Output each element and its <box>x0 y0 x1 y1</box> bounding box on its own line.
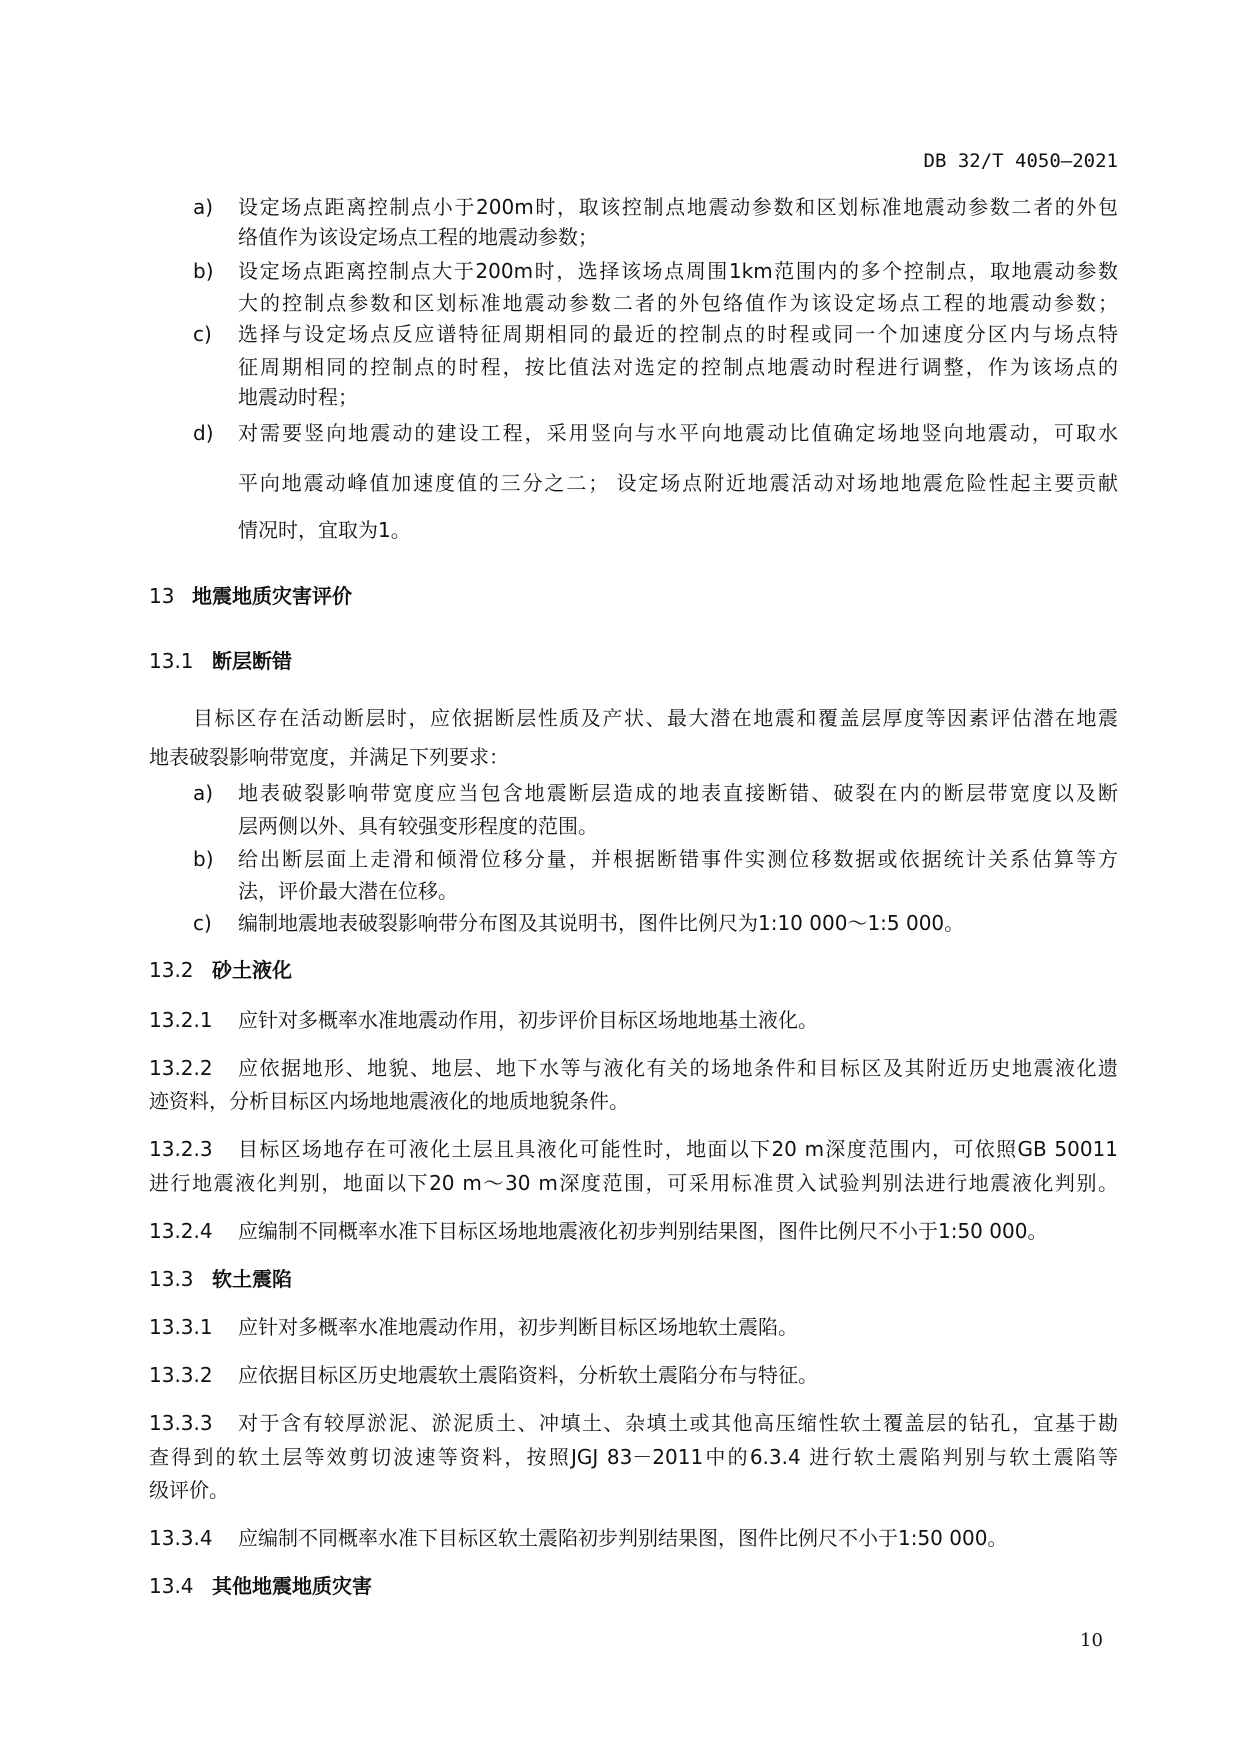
clause-number: 13.2.2 <box>149 1056 213 1080</box>
clause-number: 13.3.3 <box>149 1411 213 1435</box>
clause-number: 13.2.1 <box>149 1008 213 1032</box>
clause-line: 目标区场地存在可液化土层且具液化可能性时，地面以下20 m深度范围内，可依照GB 50011 <box>238 1137 1118 1161</box>
clause-number: 13.2.3 <box>149 1137 213 1161</box>
list-label: b) <box>193 259 214 283</box>
clause-line: 查得到的软土层等效剪切波速等资料，按照JGJ 83－2011中的6.3.4 进行软土震陷判别与软土震陷等 <box>149 1445 1118 1469</box>
list-label: c) <box>193 911 212 935</box>
section-title: 断层断错 <box>212 649 292 673</box>
list-line: 设定场点距离控制点小于200m时，取该控制点地震动参数和区划标准地震动参数二者的外包 <box>238 195 1118 219</box>
clause-number: 13.3.4 <box>149 1526 213 1550</box>
section-title: 地震地质灾害评价 <box>192 584 352 608</box>
section-title: 其他地震地质灾害 <box>212 1574 372 1598</box>
list-line: 设定场点距离控制点大于200m时，选择该场点周围1km范围内的多个控制点，取地震动参数 <box>238 259 1118 283</box>
clause-line: 迹资料，分析目标区内场地地震液化的地质地貌条件。 <box>149 1089 629 1113</box>
list-line: 对需要竖向地震动的建设工程，采用竖向与水平向地震动比值确定场地竖向地震动，可取水 <box>238 421 1118 445</box>
list-label: a) <box>193 195 214 219</box>
clause-line: 级评价。 <box>149 1478 229 1502</box>
list-line: 层两侧以外、具有较强变形程度的范围。 <box>238 814 598 838</box>
clause-line: 进行地震液化判别，地面以下20 m～30 m深度范围，可采用标准贯入试验判别法进行地震液化判别。 <box>149 1171 1118 1195</box>
section-number: 13.4 <box>149 1574 194 1598</box>
clause-number: 13.3.2 <box>149 1363 213 1387</box>
clause-line: 应编制不同概率水准下目标区场地地震液化初步判别结果图，图件比例尺不小于1:50 000。 <box>238 1219 1048 1243</box>
clause-line: 应依据目标区历史地震软土震陷资料，分析软土震陷分布与特征。 <box>238 1363 818 1387</box>
section-title: 软土震陷 <box>212 1267 292 1291</box>
clause-line: 应针对多概率水准地震动作用，初步判断目标区场地软土震陷。 <box>238 1315 798 1339</box>
document-code-header: DB 32/T 4050—2021 <box>923 150 1118 172</box>
list-line: 征周期相同的控制点的时程，按比值法对选定的控制点地震动时程进行调整，作为该场点的 <box>238 355 1118 379</box>
list-label: a) <box>193 781 214 805</box>
clause-number: 13.2.4 <box>149 1219 213 1243</box>
list-line: 选择与设定场点反应谱特征周期相同的最近的控制点的时程或同一个加速度分区内与场点特 <box>238 322 1118 346</box>
list-line: 情况时，宜取为1。 <box>238 518 411 542</box>
list-line: 地震动时程； <box>238 385 358 409</box>
section-number: 13.1 <box>149 649 194 673</box>
paragraph-line: 地表破裂影响带宽度，并满足下列要求： <box>149 745 509 769</box>
list-label: c) <box>193 322 212 346</box>
section-number: 13 <box>149 584 175 608</box>
clause-line: 应依据地形、地貌、地层、地下水等与液化有关的场地条件和目标区及其附近历史地震液化遗 <box>238 1056 1118 1080</box>
list-line: 平向地震动峰值加速度值的三分之二； 设定场点附近地震活动对场地地震危险性起主要贡献 <box>238 471 1118 495</box>
list-label: b) <box>193 847 214 871</box>
section-number: 13.2 <box>149 958 194 982</box>
paragraph-line: 目标区存在活动断层时，应依据断层性质及产状、最大潜在地震和覆盖层厚度等因素评估潜在地震 <box>193 706 1118 730</box>
clause-number: 13.3.1 <box>149 1315 213 1339</box>
list-line: 大的控制点参数和区划标准地震动参数二者的外包络值作为该设定场点工程的地震动参数； <box>238 291 1118 315</box>
list-line: 编制地震地表破裂影响带分布图及其说明书，图件比例尺为1:10 000～1:5 000。 <box>238 911 965 935</box>
clause-line: 应编制不同概率水准下目标区软土震陷初步判别结果图，图件比例尺不小于1:50 000。 <box>238 1526 1008 1550</box>
page-number: 10 <box>1080 1630 1103 1651</box>
clause-line: 应针对多概率水准地震动作用，初步评价目标区场地地基土液化。 <box>238 1008 818 1032</box>
list-line: 络值作为该设定场点工程的地震动参数； <box>238 225 598 249</box>
list-label: d) <box>193 421 214 445</box>
section-title: 砂土液化 <box>212 958 292 982</box>
list-line: 给出断层面上走滑和倾滑位移分量，并根据断错事件实测位移数据或依据统计关系估算等方 <box>238 847 1118 871</box>
section-number: 13.3 <box>149 1267 194 1291</box>
clause-line: 对于含有较厚淤泥、淤泥质土、冲填土、杂填土或其他高压缩性软土覆盖层的钻孔，宜基于勘 <box>238 1411 1118 1435</box>
list-line: 地表破裂影响带宽度应当包含地震断层造成的地表直接断错、破裂在内的断层带宽度以及断 <box>238 781 1118 805</box>
list-line: 法，评价最大潜在位移。 <box>238 879 458 903</box>
